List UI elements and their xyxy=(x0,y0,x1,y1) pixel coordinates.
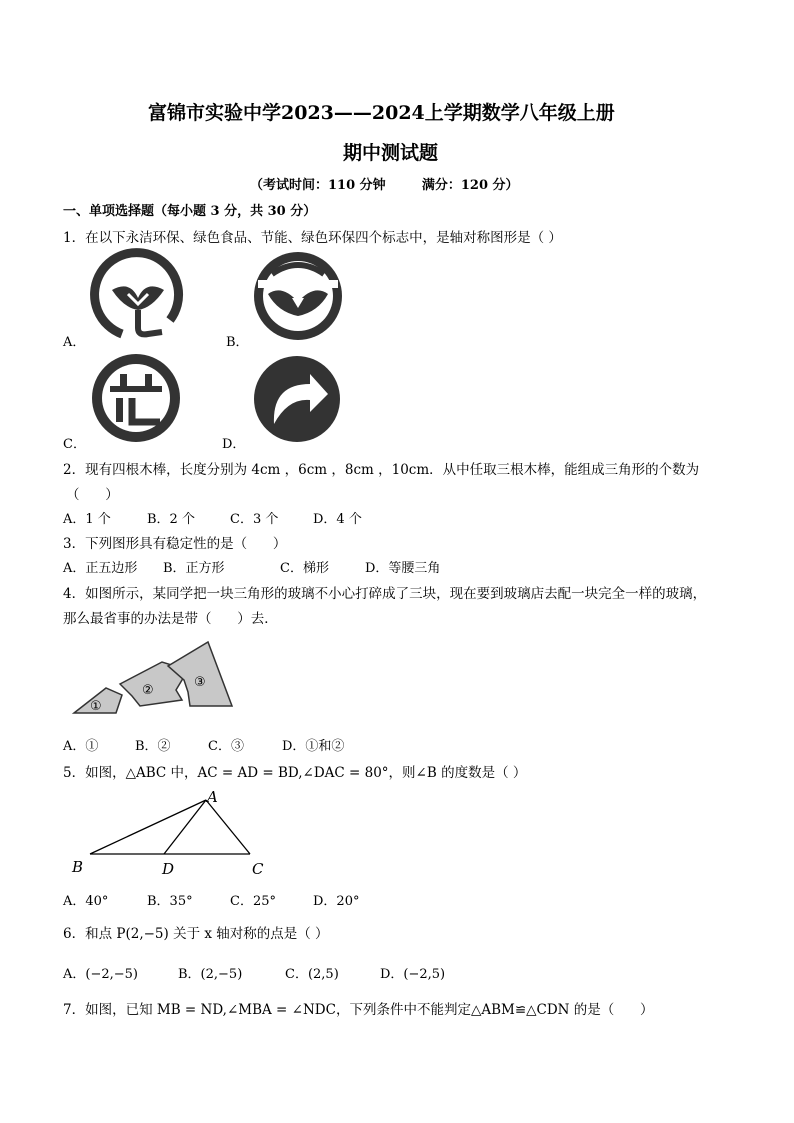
point-d-label: D xyxy=(162,860,175,878)
q1-option-a-label: A． xyxy=(63,335,86,350)
q3-option-b: B．正方形 xyxy=(163,561,225,576)
q2-option-a: A．1 个 xyxy=(63,512,111,527)
question-6: 6．和点 P(2,−5) 关于 x 轴对称的点是（ ） xyxy=(63,926,329,942)
q5-option-d: D．20° xyxy=(313,894,360,909)
question-5: 5．如图，△ABC 中，AC = AD = BD,∠DAC = 80°，则∠B 的度数是（ ） xyxy=(63,765,527,781)
green-environment-logo-d-icon xyxy=(252,354,342,444)
segment-ad xyxy=(164,800,206,854)
q4-option-c: C．③ xyxy=(208,739,244,754)
q4-option-a: A．① xyxy=(63,739,99,754)
q3-option-d: D．等腰三角 xyxy=(365,561,441,576)
exam-info: （考试时间：110 分钟 满分：120 分） xyxy=(250,178,519,193)
q2-option-c: C．3 个 xyxy=(230,512,279,527)
question-1: 1．在以下永洁环保、绿色食品、节能、绿色环保四个标志中，是轴对称图形是（ ） xyxy=(63,230,562,246)
q6-option-c: C．(2,5) xyxy=(285,967,339,982)
q3-option-c: C．梯形 xyxy=(280,561,329,576)
segment-ac xyxy=(206,800,250,854)
triangle-figure xyxy=(68,788,273,880)
question-3: 3．下列图形具有稳定性的是（ ） xyxy=(63,536,287,552)
q4-option-b: B．② xyxy=(135,739,171,754)
page-title: 富锦市实验中学2023——2024上学期数学八年级上册 xyxy=(148,102,615,124)
q3-option-a: A．正五边形 xyxy=(63,561,138,576)
q5-option-c: C．25° xyxy=(230,894,276,909)
q6-option-d: D．(−2,5) xyxy=(380,967,446,982)
broken-glass-figure xyxy=(70,640,240,720)
point-a-label: A xyxy=(207,788,218,806)
question-2: 2．现有四根木棒，长度分别为 4cm ，6cm ，8cm ，10cm．从中任取三根木棒，能组成三角形的个数为 xyxy=(63,462,700,478)
q1-option-d-label: D． xyxy=(222,437,246,452)
question-7: 7．如图，已知 MB = ND,∠MBA = ∠NDC，下列条件中不能判定△ABM≌△CDN 的是（ ） xyxy=(63,1002,654,1018)
green-food-logo-b-icon xyxy=(252,250,344,342)
q5-option-b: B．35° xyxy=(147,894,193,909)
point-b-label: B xyxy=(72,858,84,876)
q2-option-b: B．2 个 xyxy=(147,512,195,527)
q4-option-d: D．①和② xyxy=(282,739,345,754)
glass-piece-1-label: ① xyxy=(90,699,102,714)
question-2-blank: （ ） xyxy=(66,487,119,503)
q6-option-b: B．(2,−5) xyxy=(178,967,243,982)
glass-piece-3-label: ③ xyxy=(194,675,206,690)
glass-piece-2-label: ② xyxy=(142,683,154,698)
question-4-cont: 那么最省事的办法是带（ ）去． xyxy=(63,611,278,627)
segment-ba xyxy=(90,800,206,854)
q6-option-a: A．(−2,−5) xyxy=(63,967,138,982)
q5-option-a: A．40° xyxy=(63,894,109,909)
energy-saving-logo-c-icon xyxy=(90,352,182,444)
page-subtitle: 期中测试题 xyxy=(343,142,439,164)
section-heading: 一、单项选择题（每小题 3 分，共 30 分） xyxy=(63,204,317,219)
q1-option-c-label: C． xyxy=(63,437,86,452)
q2-option-d: D．4 个 xyxy=(313,512,362,527)
recycle-logo-a-icon xyxy=(92,250,184,340)
question-4: 4．如图所示，某同学把一块三角形的玻璃不小心打碎成了三块，现在要到玻璃店去配一块完全一样的玻璃， xyxy=(63,586,707,602)
point-c-label: C xyxy=(252,860,264,878)
q1-option-b-label: B． xyxy=(226,335,249,350)
